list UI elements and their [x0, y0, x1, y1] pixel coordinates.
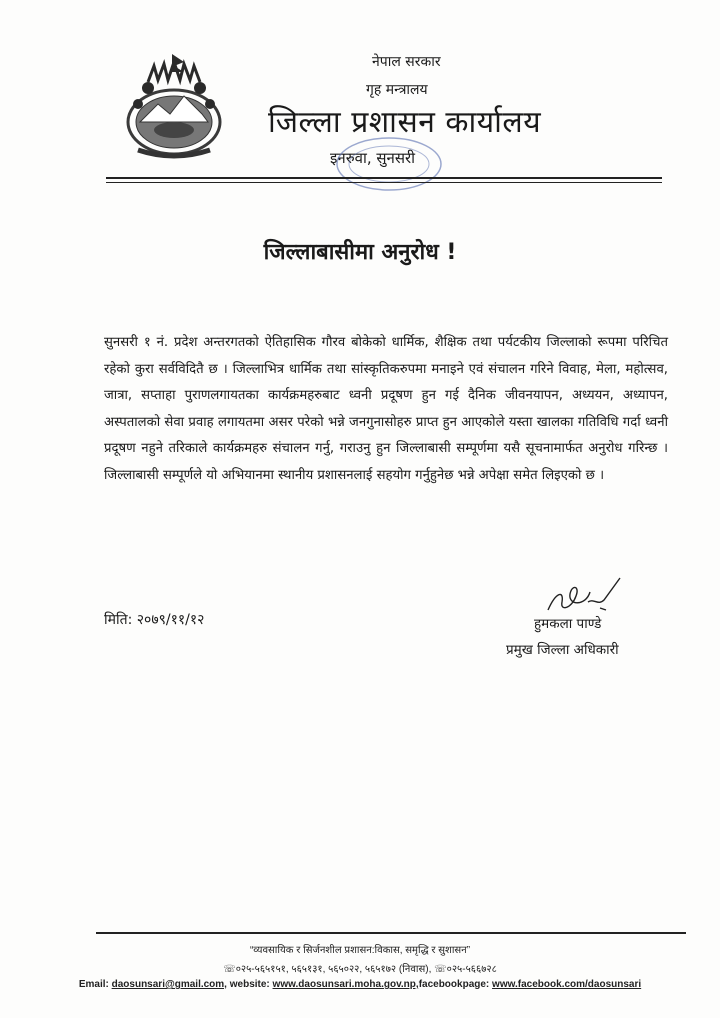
email-link[interactable]: daosunsari@gmail.com, — [111, 979, 227, 990]
footer-phones: ☏०२५-५६५१५१, ५६५१३१, ५६५०२२, ५६५१७२ (निवास), ☏०२५-५६६७२८ — [223, 964, 497, 975]
header-rule-thin — [106, 182, 662, 183]
signer-name: हुमकला पाण्डे — [534, 616, 602, 632]
notice-title: जिल्लाबासीमा अनुरोध ! — [263, 240, 457, 265]
signature-icon — [542, 572, 624, 618]
government-name: नेपाल सरकार — [372, 54, 441, 70]
footer-contacts — [0, 979, 720, 990]
notice-body: सुनसरी १ नं. प्रदेश अन्तरगतको ऐतिहासिक गौरव बोकेको धार्मिक, शैक्षिक तथा पर्यटकीय जिल्लाको रूपमा परिचित रहेको कुरा सर्वविदितै छ । जिल्लाभित्र धार्मिक तथा सांस्कृतिकरुपमा मनाइने एवं संचालन गरिने विवाह, मेला, महोत्सव, जात्रा, सप्ताहा पुराणलगायतका कार्यक्रमहरुबाट ध्वनी प्रदूषण हुन गई दैनिक जीवनयापन, अध्ययन, अध्यापन, अस्पतालको सेवा प्रवाह लगायतमा असर परेको भन्ने जनगुनासोहरु प्राप्त हुन आएकोले यस्ता खालका गतिविधि गर्दा ध्वनी प्रदूषण नहुने तरिकाले कार्यक्रमहरु संचालन गर्नु, गराउनु हुन जिल्लाबासी सम्पूर्णमा यसै सूचनामार्फत अनुरोध गरिन्छ । जिल्लाबासी सम्पूर्णले यो अभियानमा स्थानीय प्रशासनलाई सहयोग गर्नुहुनेछ भन्ने अपेक्षा समेत लिइएको छ । — [104, 335, 668, 483]
notice-date: मिति: २०७९/११/१२ — [104, 612, 205, 628]
office-location: इनरुवा, सुनसरी — [330, 149, 416, 167]
footer-rule — [96, 932, 686, 934]
email-label: Email: — [78, 979, 109, 990]
nepal-emblem-icon — [118, 52, 230, 164]
footer-motto: “व्यवसायिक र सिर्जनशील प्रशासन:विकास, समृद्धि र सुशासन” — [249, 945, 471, 956]
signer-title: प्रमुख जिल्ला अधिकारी — [506, 642, 619, 658]
website-link[interactable]: www.daosunsari.moha.gov.np, — [272, 979, 419, 990]
facebook-label: facebookpage: — [418, 979, 490, 990]
website-label: website: — [229, 979, 270, 990]
office-name: जिल्ला प्रशासन कार्यालय — [268, 105, 542, 140]
ministry-name: गृह मन्त्रालय — [366, 82, 428, 98]
header-rule-thick — [106, 177, 662, 179]
office-stamp-icon — [333, 134, 445, 194]
facebook-link[interactable]: www.facebook.com/daosunsari — [492, 979, 642, 990]
